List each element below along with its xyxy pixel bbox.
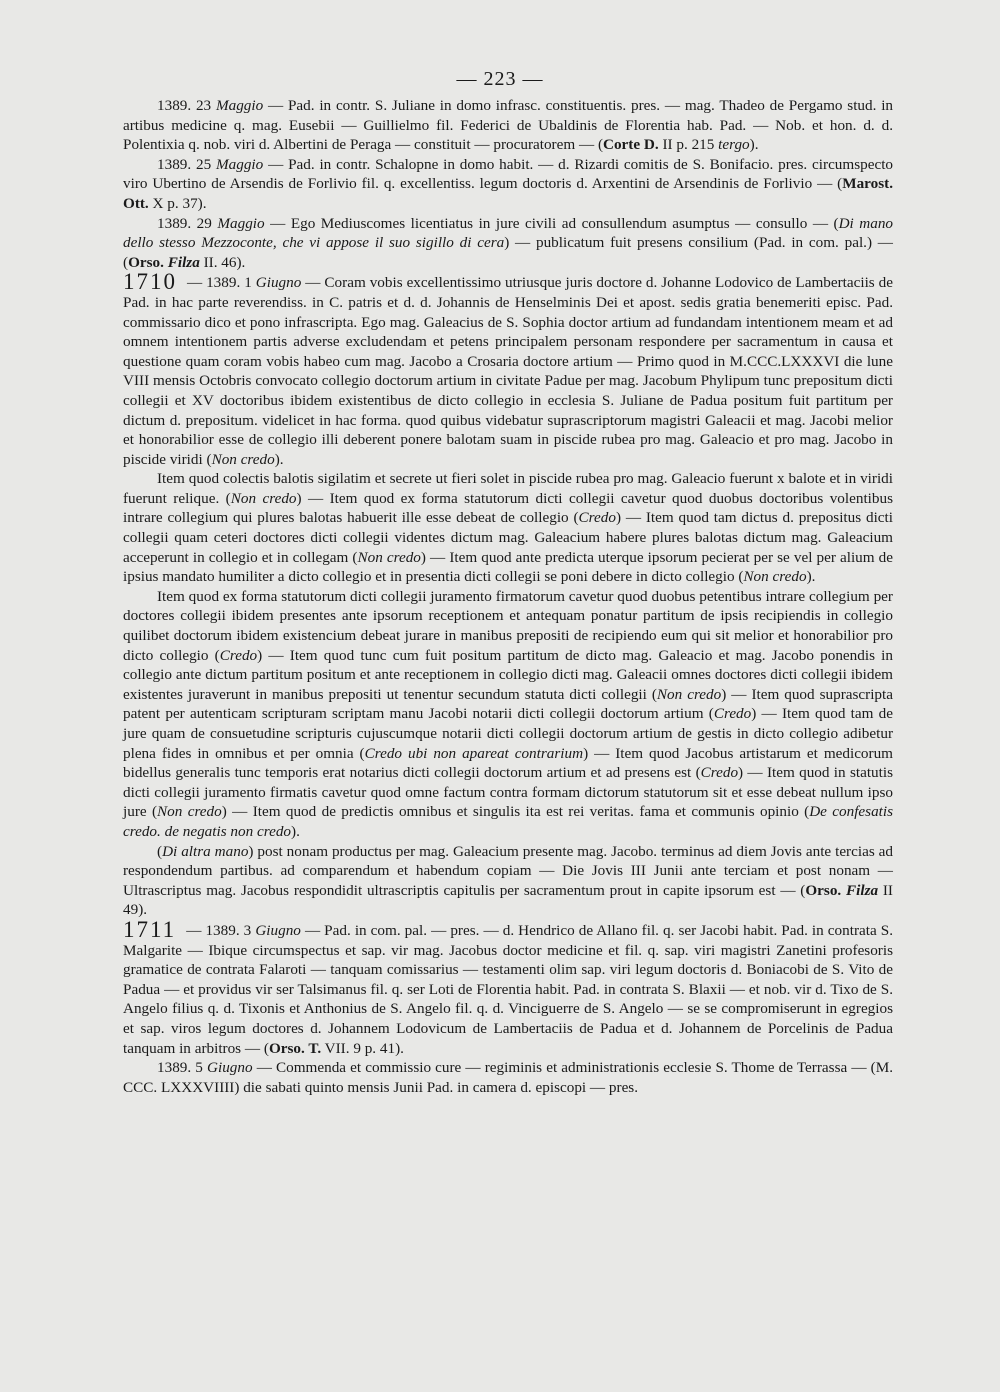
- response-note: Credo: [700, 764, 739, 782]
- entry-text: ).: [274, 450, 284, 468]
- response-note: Non credo: [211, 450, 275, 468]
- entry-text: (: [157, 842, 163, 860]
- entry-text: Item quod colectis balotis sigilatim et secrete ut fieri solet in piscide rubea pro mag. Galeacio fuerunt x balote et in viridi fuerunt relique. (: [123, 470, 893, 507]
- source-reference: Orso.: [805, 881, 842, 899]
- response-note: Non credo: [357, 548, 421, 566]
- document-number: 1710: [123, 269, 177, 295]
- entry-text: ) — publicatum fuit presens consilium (Pad. in com. pal.) — (: [123, 234, 893, 271]
- entry-text: — Coram vobis excellentissimo utriusque juris doctore d. Johanne Lodovico de Lambertaciis de Pad. in hac parte reverendiss. in C. patris et d. d. Johannis de Henselminis Dei et apost. sedis gratia benemeriti episc. Pad. commissario dico et pono infrascripta. Ego mag. Galeacius de S. Sophia doctor artium ad fundandam intentionem meam et ad omnem intentionem partis adverse excludendam et petens principalem personam respondere per sacramentum in causa et questione quam coram vobis habeo cum mag. Jacobo a Crosaria doctore artium — Primo quod in M.CCC.LXXXVI die lune VIII mensis Octobris convocato collegio doctorum artium in civitate Padue per mag. Jacobum Phylipum tunc prepositum dicti collegii et XV doctoribus ibidem existentibus de dicto collegio in ecclesia S. Juliane de Padua positum fuit partitum per dictum d. prepositum. videlicet in hac forma. quod quibus videbatur suprascriptorum magistri Galeacii et mag. Jacobi melior et honorabilior esse de collegio illi deberent ponere balotam suam in piscide rubea pro mag. Galeacio et pro mag. Jacobo in piscide viridi (: [123, 274, 893, 468]
- entry-text: II p. 215: [658, 136, 719, 154]
- entry-text: ) — Item quod ex forma statutorum dicti collegii cavetur quod duobus doctoribus volentibus intrare collegium qui plures balotas habuerit ille esse debeat de collegio (: [123, 489, 893, 527]
- entry-text: ).: [749, 136, 759, 154]
- entry-text: — Commenda et commissio cure — regiminis et administrationis ecclesie S. Thome de Terrassa — (M. CCC. LXXXVIIII) die sabati quinto mensis Junii Pad. in camera d. episcopi — pres.: [123, 1059, 894, 1096]
- response-note: Non credo: [230, 489, 297, 507]
- entry-text: II. 46).: [199, 253, 246, 271]
- source-reference: Orso. T.: [268, 1039, 322, 1057]
- entry-text: ) post nonam productus per mag. Galeacium presente mag. Jacobo. terminus ad diem Jovis ante tercias ad respondendum partibus. ad comparendum et habendum copiam — Die Jovis III Junii ante terciam et post nonam — Ultrascriptus mag. Jacobus respondidit ultrascriptis capitulis per sacramentum prout in capite ipsorum est — (: [123, 842, 893, 899]
- entry-1711: [123, 916, 893, 1058]
- entry-text: ) — Item quod tam dictus d. prepositus dicti collegii quam ceteri doctores dicti collegii videntes dictum mag. Galeacium habere plures balotas dictum mag. Galeacium acceperunt in collegio et in collegam (: [123, 509, 893, 566]
- entry-1710-addendum: [123, 842, 893, 920]
- source-reference: Filza: [846, 881, 879, 899]
- entry-month: Giugno: [255, 921, 301, 939]
- source-reference: Corte D.: [603, 136, 659, 154]
- entry-text: — Pad. in contr. S. Juliane in domo infrasc. constituentis. pres. — mag. Thadeo de Pergamo stud. in artibus medicine q. mag. Eusebii — Guillielmo fil. Federici de Ubaldinis de Florentia hab. Pad. — Nob. et hon. d. d. Polentixia q. nob. viri d. Albertini de Peraga — constituit — procuratorem — (: [123, 97, 894, 154]
- editorial-note: Di altra mano: [162, 842, 249, 860]
- entry-1710: [123, 269, 893, 469]
- page-number: — 223 —: [456, 68, 544, 90]
- entry-month: Giugno: [255, 274, 302, 292]
- response-note: Credo ubi non apareat contrarium: [364, 744, 584, 762]
- response-note: Non credo: [656, 685, 722, 703]
- entry-text: 1389. 25: [157, 155, 216, 173]
- entry-text: ) — Item quod ante predicta uterque ipsorum pecierat per se vel per alium de ipsius mandato humiliter a dicto collegio et in presentia dicti collegii se poni debere in dicto collegio (: [123, 548, 893, 586]
- document-body: [123, 96, 893, 1097]
- entry-text: Item quod ex forma statutorum dicti collegii juramento firmatorum cavetur quod duobus petentibus intrare collegium per doctores collegii ibidem presentes ante ipsorum receptionem et antequam ponatur partitum de ipsis recipiendis in collegio quilibet doctorum ibidem existencium debeat jurare in manibus prepositi de recipiendo eum qui sit melior et honorabilior pro dicto collegio (: [123, 587, 893, 664]
- entry-italic: tergo: [718, 136, 750, 154]
- document-number: 1711: [123, 916, 177, 942]
- entry-1389-05-25: [123, 155, 893, 214]
- entry-text: 1389. 29: [157, 214, 218, 232]
- entry-text: — Ego Mediuscomes licentiatus in jure civili ad consullendum asumptus — consullo — (: [264, 214, 839, 232]
- source-reference: Orso.: [128, 253, 164, 271]
- entry-text: — Pad. in com. pal. — pres. — d. Hendrico de Allano fil. q. ser Jacobi habit. Pad. in contrata S. Malgarite — Ibique circumspectus et sap. vir mag. Jacobus doctor medicine et fil. q. sap. viri magistri Zanetini profesoris gramatice de contrata Falaroti — tanquam comissarius — testamenti olim sap. viri legum doctoris d. Boniacobi de S. Vito de Padua — et providus vir ser Talsimanus fil. q. ser Loti de Florentia habit. Pad. in contrata S. Blaxii — et nob. vir d. Tixo de S. Angelo filius q. d. Tixonis et Anthonius de S. Angelo fil. q. d. Vinciguerre de S. Angelo — se se compromiserunt in egregios et sap. viros legum doctores d. Johannem Lodovicum de Lambertaciis de Padua et d. Johannem de Porcelinis de Padua tanquam in arbitros — (: [123, 921, 893, 1057]
- entry-text: — Pad. in contr. Schalopne in domo habit. — d. Rizardi comitis de S. Bonifacio. pres. circumspecto viro Ubertino de Arsendis de Forlivio fil. q. excellentiss. legum doctoris d. Arxentini de Arsendinis de Forlivio — (: [123, 155, 894, 193]
- entry-1389-05-23: [123, 96, 893, 155]
- entry-1710-item-3: [123, 587, 893, 842]
- entry-text: ) — Item quod Jacobus artistarum et medicorum bidellus generalis tunc temporis erat notarius dicti collegii doctorum artium et ad presens est (: [123, 744, 893, 782]
- entry-1389-05-29: [123, 214, 893, 273]
- entry-text: VII. 9 p. 41).: [321, 1039, 404, 1057]
- entry-1389-06-05: [123, 1058, 893, 1097]
- entry-month: Maggio: [215, 97, 264, 114]
- entry-text: ) — Item quod de predictis omnibus et singulis ita est rei veritas. fama et communis opinio (: [221, 803, 810, 821]
- response-note: Credo: [578, 509, 616, 527]
- entry-text: ).: [291, 822, 300, 840]
- entry-text: ) — Item quod tam de jure quam de consuetudine scripturis cujuscumque notarii dicti collegii doctorum artium de gestis in dicto collegio adibetur plena fides in omnibus et per omnia (: [123, 705, 893, 762]
- entry-1710-item-2: [123, 469, 893, 587]
- response-note: Non credo: [743, 568, 807, 586]
- entry-text: — 1389. 1: [183, 274, 256, 292]
- entry-month: Giugno: [207, 1059, 253, 1077]
- entry-text: ).: [806, 568, 816, 586]
- response-note: Credo: [219, 646, 258, 664]
- source-reference: Marost. Ott.: [123, 175, 893, 212]
- response-note: Credo: [713, 705, 752, 723]
- entry-text: 1389. 5: [157, 1059, 208, 1077]
- entry-month: Maggio: [216, 155, 264, 173]
- entry-text: II 49).: [123, 881, 893, 919]
- entry-text: — 1389. 3: [182, 921, 256, 939]
- entry-month: Maggio: [217, 214, 265, 232]
- editorial-note: Di mano dello stesso Mezzoconte, che vi appose il suo sigillo di cera: [123, 214, 894, 252]
- entry-text: 1389. 23: [157, 97, 216, 114]
- entry-text: ) — Item quod in statutis dicti collegii juramento firmatis cavetur quod omne factum contra formam dictorum statutorum sit et esse debeat nullum ipso jure (: [123, 764, 893, 821]
- entry-text: ) — Item quod tunc cum fuit positum partitum de dicto mag. Galeacio et mag. Jacobo ponendis in collegio ante dictum partitum positum et ante receptionem in collegio dicti mag. Galeacii omnes doctores dicti collegii ibidem existentes juraverunt in manibus prepositi ut tenentur secundum statuta dicti collegii (: [123, 646, 893, 703]
- response-note: Non credo: [157, 803, 222, 821]
- entry-text: X p. 37).: [148, 194, 207, 212]
- entry-text: ) — Item quod suprascripta patent per autenticam scripturam scriptam manu Jacobi notarii dicti collegii doctorum artium (: [123, 685, 893, 723]
- source-reference: Filza: [167, 253, 200, 271]
- response-note: De confesatis credo. de negatis non credo: [123, 803, 894, 840]
